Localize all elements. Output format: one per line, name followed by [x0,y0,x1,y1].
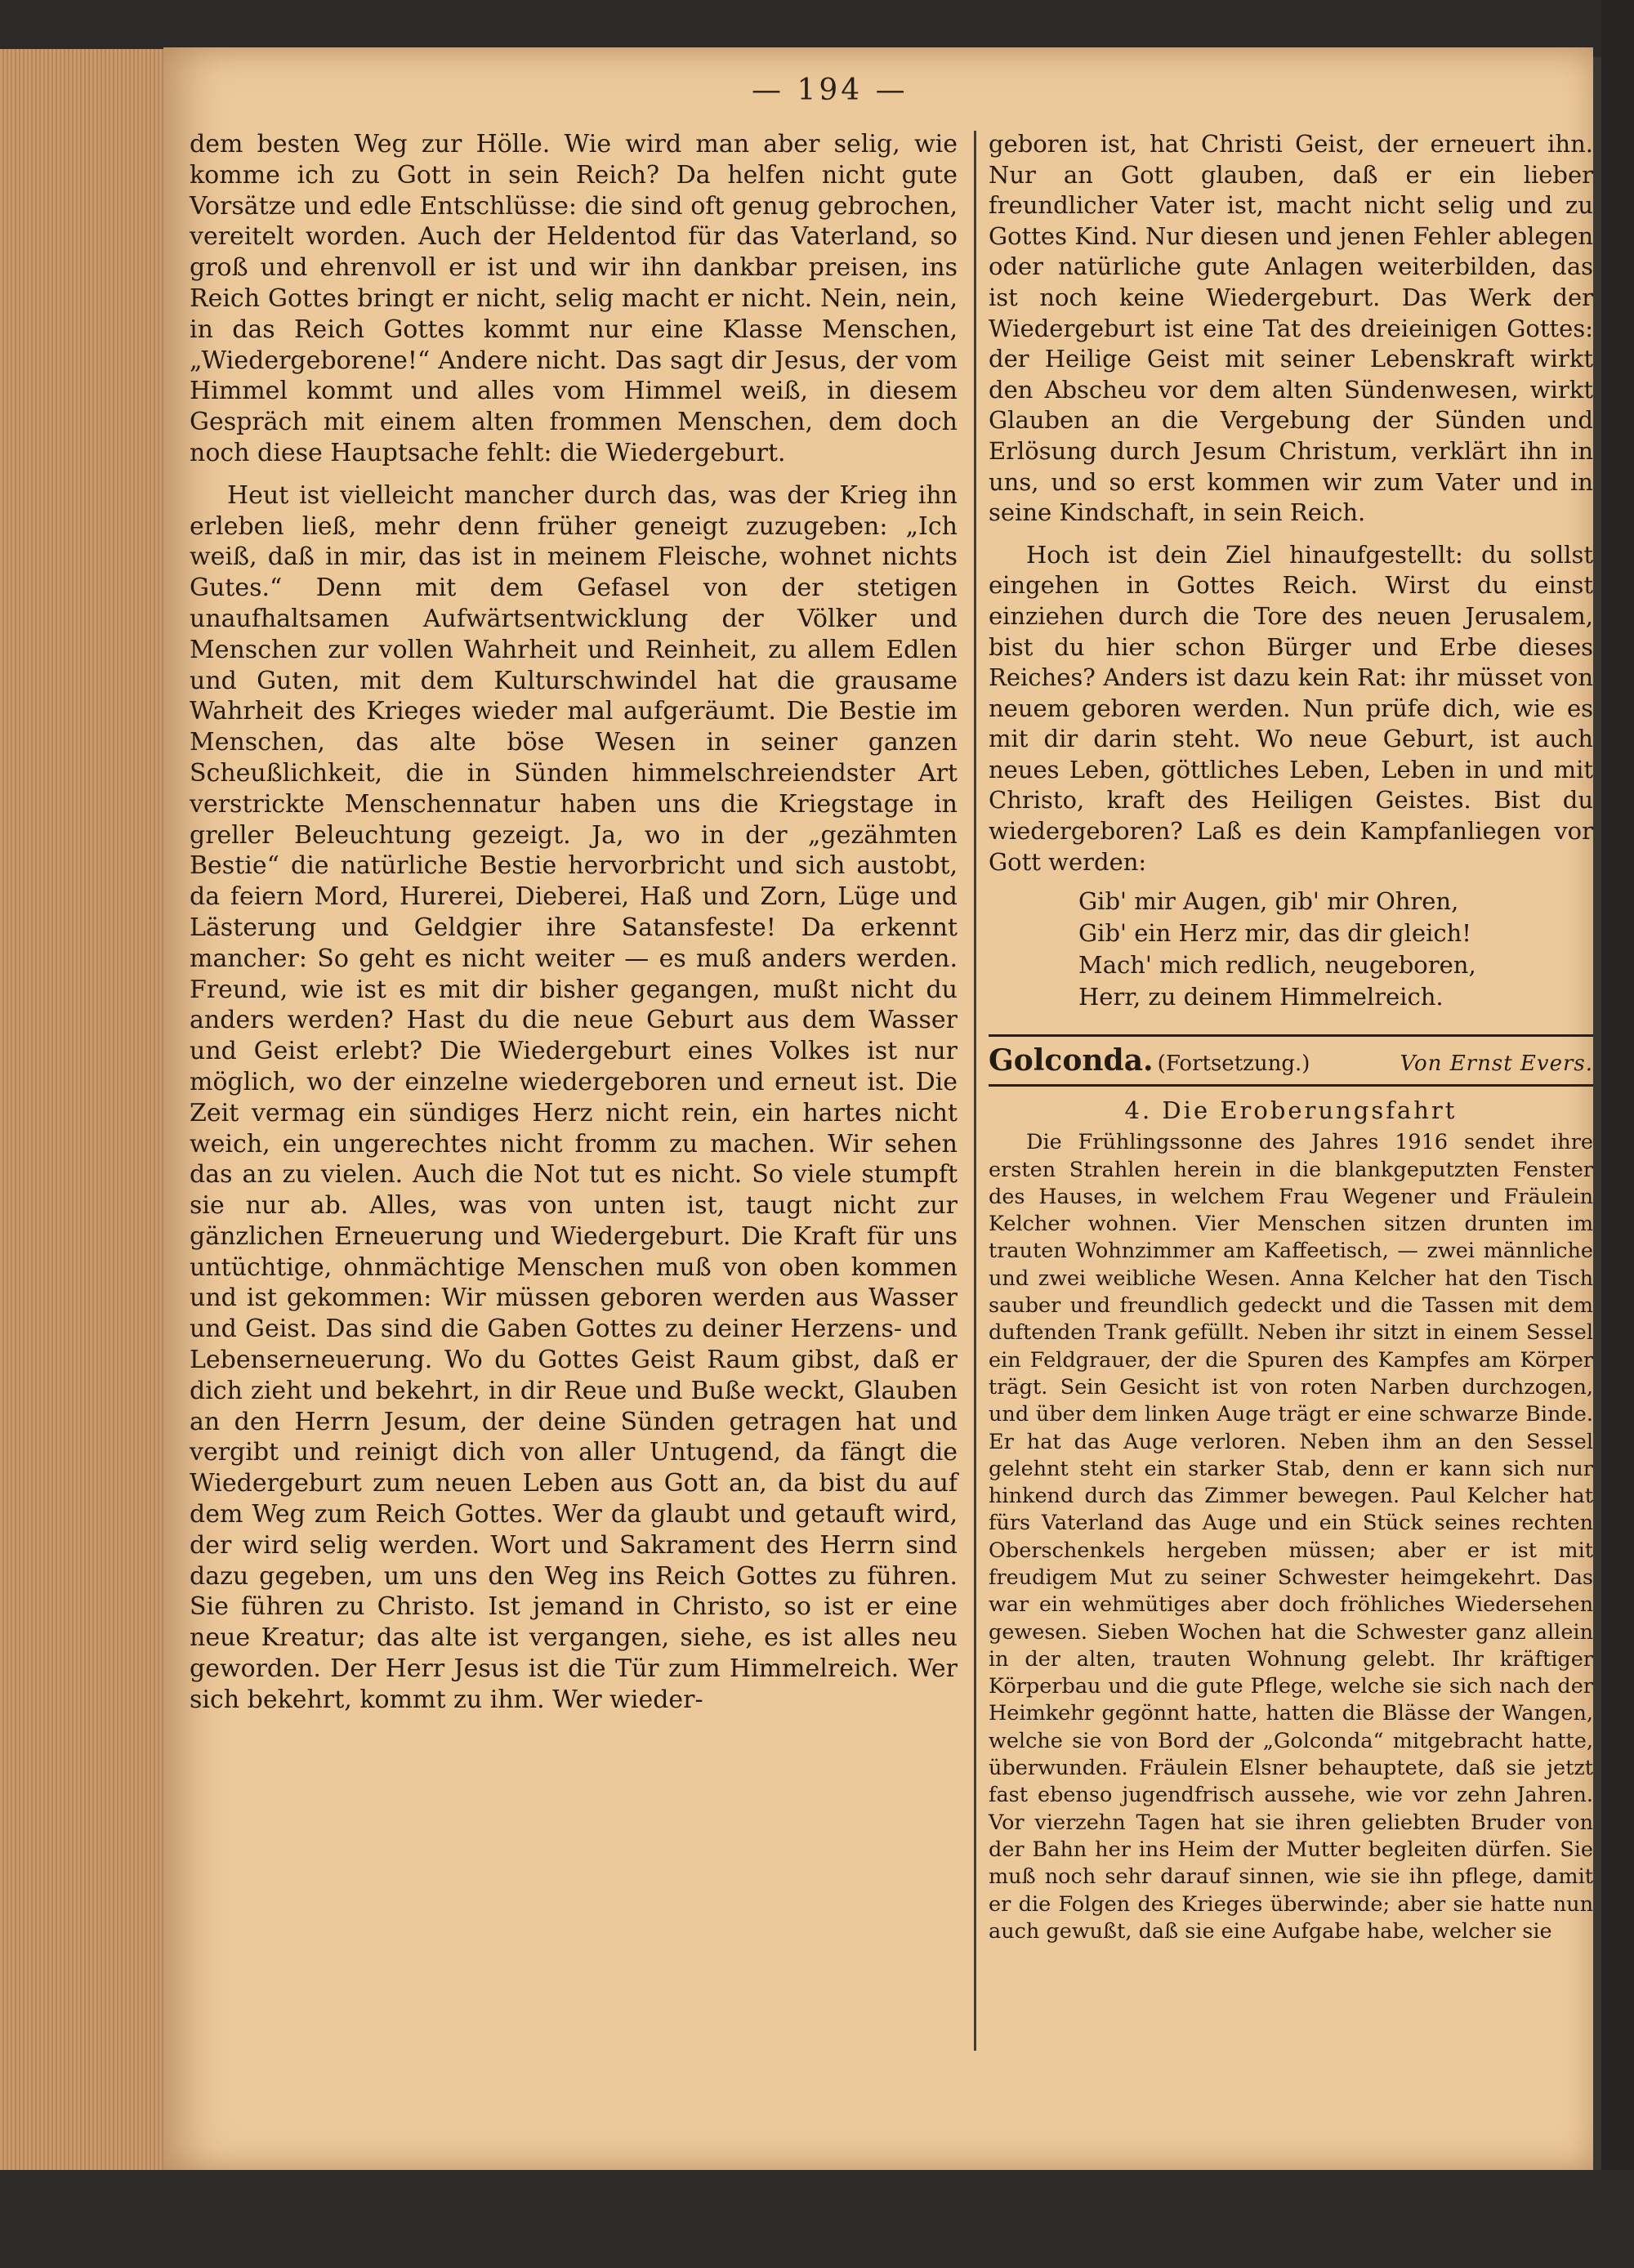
serial-subtitle: (Fortsetzung.) [1157,1051,1310,1077]
right-column [989,129,1593,1945]
hymn-line: Gib' mir Augen, gib' mir Ohren, [1078,887,1459,916]
page-number: — 194 — [752,74,909,107]
hymn-line: Herr, zu deinem Himmelreich. [1078,983,1444,1011]
hymn-line: Mach' mich redlich, neugeboren, [1078,951,1476,980]
page-stack-edge [0,49,167,2173]
serial-author: Von Ernst Evers. [1400,1051,1593,1077]
serial-text: Die Frühlingssonne des Jahres 1916 sendet ihre ersten Strahlen herein in die blankgeputzten Fenster des Hauses, in welchem Frau Wegener und Fräulein Kelcher wohnen. Vier Menschen sitzen drunten im trauten Wohnzimmer am Kaffeetisch, — zwei männliche und zwei weibliche Wesen. Anna Kelcher hat den Tisch sauber und freundlich gedeckt und die Tassen mit dem duftenden Trank gefüllt. Neben ihr sitzt in einem Sessel ein Feldgrauer, der die Spuren des Kampfes am Körper trägt. Sein Gesicht ist von roten Narben durchzogen, und über dem linken Auge trägt er eine schwarze Binde. Er hat das Auge verloren. Neben ihm an den Sessel gelehnt steht ein starker Stab, denn er kann sich nur hinkend durch das Zimmer bewegen. Paul Kelcher hat fürs Vaterland das Auge und ein Stück seines rechten Oberschenkels hergeben müssen; aber er ist mit freudigem Mut zu seiner Schwester heimgekehrt. Das war ein wehmütiges aber doch fröhliches Wiedersehen gewesen. Sieben Wochen hat die Schwester ganz allein in der alten, trauten Wohnung gelebt. Ihr kräftiger Körperbau und die gute Pflege, welche sie sich nach der Heimkehr gegönnt hatte, hatten die Blässe der Wangen, welche sie von Bord der „Golconda“ mitgebracht hatte, überwunden. Fräulein Elsner behauptete, daß sie jetzt fast ebenso jugendfrisch aussehe, wie vor zehn Jahren. Vor vierzehn Tagen hat sie ihren geliebten Bruder von der Bahn her ins Heim der Mutter begleiten dürfen. Sie muß noch sehr darauf sinnen, wie sie ihn pflege, damit er die Folgen des Krieges überwinde; aber sie hatte nun auch gewußt, daß sie eine Aufgabe habe, welcher sie [989,1130,1593,1944]
serial-title: Golconda. [989,1043,1154,1078]
chapter-title: 4. Die Eroberungsfahrt [1124,1096,1458,1125]
serial-rule-bottom [989,1084,1593,1087]
book-cover-right [1601,0,1634,2268]
hymn-line: Gib' ein Herz mir, das dir gleich! [1078,919,1471,948]
book-cover-bottom [0,2170,1634,2268]
serial-rule-top [989,1034,1593,1037]
sermon-paragraph-2: Heut ist vielleicht mancher durch das, was der Krieg ihn erleben ließ, mehr denn früher geneigt zuzugeben: „Ich weiß, daß in mir, das ist in meinem Fleische, wohnet nichts Gutes.“ Denn mit dem Gefasel von der stetigen unaufhaltsamen Aufwärtsentwicklung der Völker und Menschen zur vollen Wahrheit und Reinheit, zu allem Edlen und Guten, mit dem Kulturschwindel hat die grausame Wahrheit des Krieges wieder mal aufgeräumt. Die Bestie im Menschen, das alte böse Wesen in seiner ganzen Scheußlichkeit, die in Sünden himmelschreiendster Art verstrickte Menschennatur haben uns die Kriegstage in greller Beleuchtung gezeigt. Ja, wo in der „gezähmten Bestie“ die natürliche Bestie hervorbricht und sich austobt, da feiern Mord, Hurerei, Dieberei, Haß und Zorn, Lüge und Lästerung und Geldgier ihre Satansfeste! Da erkennt mancher: So geht es nicht weiter — es muß anders werden. Freund, wie ist es mit dir bisher gegangen, mußt nicht du anders werden? Hast du die neue Geburt aus dem Wasser und Geist erlebt? Die Wiedergeburt eines Volkes ist nur möglich, wo der einzelne wiedergeboren und erneut ist. Die Zeit vermag ein sündiges Herz nicht rein, ein hartes nicht weich, ein ungerechtes nicht fromm zu machen. Wir sehen das an zu vielen. Auch die Not tut es nicht. So viele stumpft sie nur ab. Alles, was von unten ist, taugt nicht zur gänzlichen Erneuerung und Wiedergeburt. Die Kraft für uns untüchtige, ohnmächtige Menschen muß von oben kommen und ist gekommen: Wir müssen geboren werden aus Wasser und Geist. Das sind die Gaben Gottes zu deiner Herzens- und Lebenserneuerung. Wo du Gottes Geist Raum gibst, daß er dich zieht und bekehrt, in dir Reue und Buße weckt, Glauben an den Herrn Jesum, der deine Sünden getragen hat und vergibt und reinigt dich von aller Untugend, da fängt die Wiedergeburt zum neuen Leben aus Gott an, da bist du auf dem Weg zum Reich Gottes. Wer da glaubt und getauft wird, der wird selig werden. Wort und Sakrament des Herrn sind dazu gegeben, um uns den Weg ins Reich Gottes zu führen. Sie führen zu Christo. Ist jemand in Christo, so ist er eine neue Kreatur; das alte ist vergangen, siehe, es ist alles neu geworden. Der Herr Jesus ist die Tür zum Himmelreich. Wer sich bekehrt, kommt zu ihm. Wer wieder- [190,480,958,1714]
sermon-paragraph-4: Hoch ist dein Ziel hinaufgestellt: du sollst eingehen in Gottes Reich. Wirst du einst einziehen durch die Tore des neuen Jerusalem, bist du hier schon Bürger und Erbe dieses Reiches? Anders ist dazu kein Rat: ihr müsset von neuem geboren werden. Nun prüfe dich, wie es mit dir darin steht. Wo neue Geburt, ist auch neues Leben, göttliches Leben, Leben in und mit Christo, kraft des Heiligen Geistes. Bist du wiedergeboren? Laß es dein Kampfanliegen vor Gott werden: [989,540,1593,876]
left-column [190,129,958,1716]
hymn-verse [1078,886,1593,1013]
sermon-paragraph-3: geboren ist, hat Christi Geist, der erneuert ihn. Nur an Gott glauben, daß er ein lieber freundlicher Vater ist, macht nicht selig und zu Gottes Kind. Nur diesen und jenen Fehler ablegen oder natürliche gute Anlagen weiterbilden, das ist noch keine Wiedergeburt. Das Werk der Wiedergeburt ist eine Tat des dreieinigen Gottes: der Heilige Geist mit seiner Lebenskraft wirkt den Abscheu vor dem alten Sündenwesen, wirkt Glauben an die Vergebung der Sünden und Erlösung durch Jesum Christum, verklärt ihn in uns, und so erst kommen wir zum Vater und in seine Kindschaft, in sein Reich. [989,130,1593,527]
sermon-paragraph-1: dem besten Weg zur Hölle. Wie wird man aber selig, wie komme ich zu Gott in sein Reich? Da helfen nicht gute Vorsätze und edle Entschlüsse: die sind oft genug gebrochen, vereitelt worden. Auch der Heldentod für das Vaterland, so groß und ehrenvoll er ist und wir ihn dankbar preisen, ins Reich Gottes bringt er nicht, selig macht er nicht. Nein, nein, in das Reich Gottes kommt nur eine Klasse Menschen, „Wiedergeborene!“ Andere nicht. Das sagt dir Jesus, der vom Himmel kommt und alles vom Himmel weiß, in diesem Gespräch mit einem alten frommen Menschen, dem doch noch diese Hauptsache fehlt: die Wiedergeburt. [190,130,958,467]
column-divider [974,131,976,2051]
serial-header [989,1043,1593,1078]
